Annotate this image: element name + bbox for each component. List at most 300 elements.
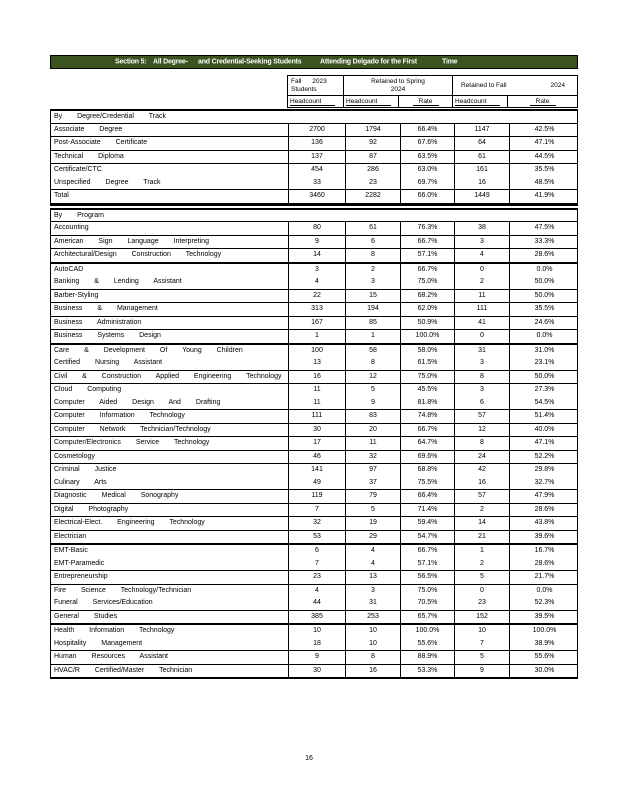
table-row [51, 222, 577, 236]
fall2024-rate-value: 40.0% [509, 424, 579, 437]
fall2024-rate-value: 41.9% [509, 190, 579, 203]
fall2024-rate-value: 39.6% [509, 531, 579, 544]
fall2024-headcount-value: 31 [454, 345, 509, 358]
section-rows [51, 222, 577, 677]
retained-fall-header [453, 75, 578, 96]
fall-headcount-value: 137 [288, 151, 345, 164]
fall2024-headcount-value: 10 [454, 625, 509, 638]
row-label: Business & Management [54, 305, 158, 312]
table-row [51, 384, 577, 397]
spring-headcount-value: 286 [345, 164, 400, 177]
section-title-bar [50, 55, 578, 69]
fall-headcount-value: 4 [288, 585, 345, 598]
fall2024-rate-value: 0.0% [509, 330, 579, 343]
spring-headcount-value: 253 [345, 611, 400, 624]
fall-headcount-value: 23 [288, 571, 345, 584]
fall2024-headcount-column-header: Headcount [453, 96, 508, 108]
spring-rate-value: 61.5% [400, 357, 454, 370]
section-degree-credential-track [50, 109, 578, 206]
table-row [51, 437, 577, 451]
title-segment: Attending Delgado for the First [320, 58, 417, 66]
row-label: EMT-Basic [54, 547, 88, 554]
row-label: Digital Photography [54, 505, 129, 513]
fall-headcount-value: 100 [288, 345, 345, 358]
spring-rate-value: 58.0% [400, 345, 454, 358]
table-header [287, 75, 578, 108]
row-label: Human Resources Assistant [54, 653, 168, 660]
fall2024-headcount-value: 161 [454, 164, 509, 177]
table-row [51, 290, 577, 304]
fall2024-headcount-value: 152 [454, 611, 509, 624]
fall-2023-students-header [287, 75, 344, 96]
table-row [51, 345, 577, 358]
table-row [51, 625, 577, 638]
spring-rate-value: 100.0% [400, 330, 454, 343]
fall-headcount-value: 30 [288, 665, 345, 678]
row-label: Cosmetology [54, 452, 95, 460]
table-row [51, 504, 577, 518]
fall-2023-line1: Fall 2023 [291, 78, 327, 85]
fall-headcount-value: 7 [288, 504, 345, 517]
fall2024-headcount-value: 0 [454, 330, 509, 343]
table-row [51, 464, 577, 477]
table-row [51, 276, 577, 290]
table-row [51, 531, 577, 546]
spring-rate-value: 68.8% [400, 464, 454, 477]
fall-headcount-value: 44 [288, 597, 345, 610]
table-row [51, 477, 577, 491]
fall-headcount-value: 2700 [288, 124, 345, 137]
page-number: 16 [305, 755, 313, 762]
spring-rate-value: 66.4% [400, 490, 454, 503]
spring-rate-value: 75.5% [400, 477, 454, 490]
spring-headcount-value: 9 [345, 397, 400, 410]
row-label: Certified Nursing Assistant [54, 359, 163, 366]
row-label: HVAC/R Certified/Master Technician [54, 666, 193, 674]
table-row [51, 585, 577, 598]
spring-rate-value: 53.3% [400, 665, 454, 678]
fall-headcount-value: 14 [288, 249, 345, 262]
retention-table [50, 75, 578, 679]
section-rows [51, 124, 577, 203]
fall2024-rate-value: 33.3% [509, 236, 579, 249]
section-by-program [50, 208, 578, 680]
spring-headcount-value: 3 [345, 585, 400, 598]
row-label: Architectural/Design Construction Technology [54, 251, 222, 258]
spring-headcount-value: 29 [345, 531, 400, 544]
row-label: Cloud Computing [54, 386, 122, 393]
section-label: By Degree/Credential Track [51, 111, 577, 124]
fall2024-rate-value: 50.0% [509, 371, 579, 384]
fall2024-headcount-value: 0 [454, 264, 509, 277]
table-row [51, 545, 577, 558]
fall2024-rate-value: 31.0% [509, 345, 579, 358]
spring-rate-value: 57.1% [400, 558, 454, 571]
spring-rate-value: 75.0% [400, 371, 454, 384]
spring-rate-value: 100.0% [400, 625, 454, 638]
spring-rate-value: 81.8% [400, 397, 454, 410]
spring-rate-value: 68.2% [400, 290, 454, 303]
retained-spring-year: 2024 [390, 86, 406, 93]
fall2024-headcount-value: 57 [454, 410, 509, 423]
spring-headcount-value: 1794 [345, 124, 400, 137]
fall2024-rate-value: 54.5% [509, 397, 579, 410]
fall-headcount-value: 313 [288, 303, 345, 316]
fall-headcount-value: 80 [288, 222, 345, 235]
table-row [51, 164, 577, 177]
retained-fall-label: Retained to Fall [461, 82, 507, 89]
spring-headcount-value: 92 [345, 137, 400, 150]
fall-headcount-value: 385 [288, 611, 345, 624]
spring-rate-value: 88.9% [400, 651, 454, 664]
spring-rate-column-header: Rate [399, 96, 453, 108]
fall2024-rate-value: 100.0% [509, 625, 579, 638]
fall2024-rate-value: 30.0% [509, 665, 579, 678]
spring-headcount-value: 5 [345, 384, 400, 397]
fall-headcount-value: 53 [288, 531, 345, 544]
fall2024-headcount-value: 6 [454, 397, 509, 410]
spring-headcount-value: 83 [345, 410, 400, 423]
spring-rate-value: 74.8% [400, 410, 454, 423]
fall-headcount-value: 136 [288, 137, 345, 150]
row-label: Entrepreneurship [54, 573, 108, 580]
fall2024-rate-value: 28.6% [509, 504, 579, 517]
row-label: Computer/Electronics Service Technology [54, 439, 210, 446]
fall-headcount-value: 30 [288, 424, 345, 437]
table-row [51, 137, 577, 151]
spring-rate-value: 66.7% [400, 424, 454, 437]
spring-headcount-value: 2282 [345, 190, 400, 203]
fall-2023-line2: Students [291, 86, 317, 93]
spring-headcount-value: 4 [345, 558, 400, 571]
table-row [51, 611, 577, 626]
row-label: Associate Degree [54, 125, 123, 133]
fall2024-headcount-value: 111 [454, 303, 509, 316]
spring-rate-value: 66.7% [400, 264, 454, 277]
fall2024-rate-value: 35.5% [509, 164, 579, 177]
fall2024-headcount-value: 57 [454, 490, 509, 503]
fall2024-headcount-value: 12 [454, 424, 509, 437]
row-label: Electrician [54, 532, 87, 540]
row-label: Business Administration [54, 318, 142, 326]
fall2024-rate-value: 50.0% [509, 276, 579, 289]
spring-rate-value: 70.5% [400, 597, 454, 610]
fall2024-rate-value: 48.5% [509, 177, 579, 190]
table-row [51, 558, 577, 572]
table-row [51, 264, 577, 277]
spring-headcount-value: 4 [345, 545, 400, 558]
fall-headcount-value: 141 [288, 464, 345, 477]
fall2024-headcount-value: 16 [454, 477, 509, 490]
spring-headcount-value: 20 [345, 424, 400, 437]
fall2024-rate-value: 47.1% [509, 437, 579, 450]
row-label: Criminal Justice [54, 466, 117, 473]
spring-headcount-value: 5 [345, 504, 400, 517]
retained-spring-line1: Retained to Spring [371, 78, 425, 85]
fall2024-rate-value: 16.7% [509, 545, 579, 558]
spring-rate-value: 66.0% [400, 190, 454, 203]
fall-headcount-value: 17 [288, 437, 345, 450]
table-row [51, 451, 577, 465]
fall2024-headcount-value: 1147 [454, 124, 509, 137]
table-row [51, 638, 577, 652]
spring-headcount-value: 79 [345, 490, 400, 503]
fall2024-headcount-value: 1449 [454, 190, 509, 203]
fall-headcount-value: 11 [288, 397, 345, 410]
row-label: Funeral Services/Education [54, 599, 153, 606]
row-label: Diagnostic Medical Sonography [54, 492, 179, 499]
fall-headcount-value: 3 [288, 264, 345, 277]
spring-rate-value: 63.0% [400, 164, 454, 177]
fall2024-rate-value: 28.6% [509, 558, 579, 571]
fall2024-rate-value: 39.5% [509, 611, 579, 624]
row-label: Civil & Construction Applied Engineering Technology [54, 372, 282, 380]
table-row [51, 189, 577, 203]
fall2024-rate-value: 23.1% [509, 357, 579, 370]
table-row [51, 490, 577, 504]
fall2024-headcount-value: 64 [454, 137, 509, 150]
fall-headcount-value: 4 [288, 276, 345, 289]
table-row [51, 151, 577, 165]
title-segment: Time [442, 58, 458, 66]
fall2024-headcount-value: 23 [454, 597, 509, 610]
row-label: Technical Diploma [54, 152, 124, 160]
fall2024-rate-value: 52.2% [509, 451, 579, 464]
title-segment: Section 5: [115, 58, 147, 66]
fall2024-headcount-value: 1 [454, 545, 509, 558]
table-row [51, 303, 577, 317]
fall2024-headcount-value: 2 [454, 504, 509, 517]
spring-headcount-value: 37 [345, 477, 400, 490]
spring-rate-value: 76.3% [400, 222, 454, 235]
spring-rate-value: 66.4% [400, 124, 454, 137]
row-label: Hospitality Management [54, 639, 143, 647]
row-label: Computer Network Technician/Technology [54, 425, 211, 433]
spring-rate-value: 55.6% [400, 638, 454, 651]
fall2024-headcount-value: 14 [454, 517, 509, 530]
fall2024-rate-value: 24.6% [509, 317, 579, 330]
spring-headcount-value: 11 [345, 437, 400, 450]
fall2024-rate-value: 32.7% [509, 477, 579, 490]
fall2024-rate-value: 51.4% [509, 410, 579, 423]
spring-rate-value: 69.6% [400, 451, 454, 464]
fall2024-headcount-value: 2 [454, 558, 509, 571]
row-label: Computer Information Technology [54, 412, 185, 419]
fall-headcount-column-header: Headcount [287, 96, 344, 108]
table-row [51, 410, 577, 424]
table-row [51, 236, 577, 250]
fall2024-rate-value: 38.9% [509, 638, 579, 651]
row-label: Health Information Technology [54, 627, 175, 634]
spring-headcount-value: 1 [345, 330, 400, 343]
spring-headcount-value: 19 [345, 517, 400, 530]
table-row [51, 424, 577, 438]
table-row [51, 665, 577, 678]
row-label: Accounting [54, 224, 89, 231]
retained-spring-header [344, 75, 453, 96]
table-row [51, 177, 577, 190]
spring-headcount-value: 6 [345, 236, 400, 249]
row-label: General Studies [54, 612, 118, 620]
spring-headcount-value: 2 [345, 264, 400, 277]
fall2024-rate-value: 27.3% [509, 384, 579, 397]
fall-headcount-value: 7 [288, 558, 345, 571]
fall2024-headcount-value: 9 [454, 665, 509, 678]
spring-rate-value: 56.5% [400, 571, 454, 584]
fall2024-rate-column-header: Rate [508, 96, 578, 108]
spring-rate-value: 45.5% [400, 384, 454, 397]
spring-headcount-value: 8 [345, 249, 400, 262]
fall2024-rate-value: 21.7% [509, 571, 579, 584]
fall-headcount-value: 49 [288, 477, 345, 490]
spring-headcount-value: 3 [345, 276, 400, 289]
fall2024-rate-value: 47.1% [509, 137, 579, 150]
spring-headcount-value: 31 [345, 597, 400, 610]
fall-headcount-value: 11 [288, 384, 345, 397]
spring-rate-value: 65.7% [400, 611, 454, 624]
spring-headcount-value: 13 [345, 571, 400, 584]
table-row [51, 357, 577, 371]
spring-headcount-value: 85 [345, 317, 400, 330]
fall2024-headcount-value: 38 [454, 222, 509, 235]
fall-headcount-value: 33 [288, 177, 345, 190]
fall2024-headcount-value: 5 [454, 571, 509, 584]
row-label: Business Systems Design [54, 332, 161, 339]
spring-headcount-value: 58 [345, 345, 400, 358]
fall2024-rate-value: 42.5% [509, 124, 579, 137]
fall2024-rate-value: 55.6% [509, 651, 579, 664]
section-label: By Program [51, 210, 577, 223]
fall2024-rate-value: 29.8% [509, 464, 579, 477]
title-segment: and Credential-Seeking Students [198, 58, 302, 66]
fall2024-headcount-value: 21 [454, 531, 509, 544]
spring-rate-value: 50.9% [400, 317, 454, 330]
fall2024-rate-value: 47.5% [509, 222, 579, 235]
table-row [51, 517, 577, 531]
fall2024-rate-value: 0.0% [509, 264, 579, 277]
spring-headcount-value: 8 [345, 651, 400, 664]
row-label: Electrical-Elect. Engineering Technology [54, 519, 205, 526]
fall-headcount-value: 46 [288, 451, 345, 464]
fall-headcount-value: 454 [288, 164, 345, 177]
table-row [51, 317, 577, 331]
spring-headcount-value: 97 [345, 464, 400, 477]
spring-headcount-value: 61 [345, 222, 400, 235]
fall-headcount-value: 119 [288, 490, 345, 503]
row-label: Computer Aided Design And Drafting [54, 398, 221, 406]
row-label: Unspecified Degree Track [54, 178, 161, 186]
fall-headcount-value: 32 [288, 517, 345, 530]
spring-rate-value: 63.5% [400, 151, 454, 164]
table-row [51, 124, 577, 138]
fall2024-headcount-value: 16 [454, 177, 509, 190]
table-row [51, 597, 577, 611]
spring-headcount-value: 87 [345, 151, 400, 164]
table-row [51, 397, 577, 411]
row-label: Total [54, 192, 69, 199]
row-label: Care & Development Of Young Children [54, 346, 243, 354]
fall-headcount-value: 13 [288, 357, 345, 370]
fall2024-rate-value: 43.8% [509, 517, 579, 530]
fall2024-headcount-value: 0 [454, 585, 509, 598]
spring-headcount-value: 194 [345, 303, 400, 316]
spring-headcount-value: 8 [345, 357, 400, 370]
fall-headcount-value: 3460 [288, 190, 345, 203]
row-label: Barber-Styling [54, 291, 99, 299]
spring-rate-value: 66.7% [400, 545, 454, 558]
title-segment: All Degree- [153, 58, 188, 66]
spring-headcount-value: 23 [345, 177, 400, 190]
fall2024-headcount-value: 3 [454, 384, 509, 397]
spring-rate-value: 57.1% [400, 249, 454, 262]
fall2024-headcount-value: 11 [454, 290, 509, 303]
spring-headcount-value: 10 [345, 625, 400, 638]
row-label: Culinary Arts [54, 478, 107, 486]
spring-headcount-value: 16 [345, 665, 400, 678]
table-row [51, 249, 577, 264]
table-row [51, 330, 577, 345]
fall2024-rate-value: 44.5% [509, 151, 579, 164]
fall-headcount-value: 167 [288, 317, 345, 330]
spring-headcount-column-header: Headcount [344, 96, 399, 108]
fall2024-headcount-value: 7 [454, 638, 509, 651]
retained-fall-year: 2024 [550, 82, 565, 89]
fall-headcount-value: 10 [288, 625, 345, 638]
fall2024-rate-value: 52.3% [509, 597, 579, 610]
fall-headcount-value: 111 [288, 410, 345, 423]
row-label: Banking & Lending Assistant [54, 278, 182, 285]
table-row [51, 371, 577, 385]
row-label: American Sign Language Interpreting [54, 237, 209, 245]
row-label: EMT-Paramedic [54, 559, 105, 567]
fall2024-headcount-value: 2 [454, 276, 509, 289]
fall2024-headcount-value: 42 [454, 464, 509, 477]
fall-headcount-value: 22 [288, 290, 345, 303]
table-row [51, 571, 577, 585]
spring-rate-value: 59.4% [400, 517, 454, 530]
spring-rate-value: 71.4% [400, 504, 454, 517]
fall-headcount-value: 9 [288, 651, 345, 664]
spring-rate-value: 66.7% [400, 236, 454, 249]
fall2024-headcount-value: 4 [454, 249, 509, 262]
row-label: AutoCAD [54, 265, 84, 273]
fall2024-headcount-value: 61 [454, 151, 509, 164]
spring-rate-value: 54.7% [400, 531, 454, 544]
spring-headcount-value: 15 [345, 290, 400, 303]
fall-headcount-value: 9 [288, 236, 345, 249]
spring-rate-value: 75.0% [400, 585, 454, 598]
row-label: Fire Science Technology/Technician [54, 586, 192, 594]
table-row [51, 651, 577, 665]
spring-rate-value: 69.7% [400, 177, 454, 190]
fall2024-headcount-value: 41 [454, 317, 509, 330]
spring-rate-value: 62.0% [400, 303, 454, 316]
fall2024-headcount-value: 3 [454, 236, 509, 249]
spring-headcount-value: 32 [345, 451, 400, 464]
fall2024-rate-value: 28.6% [509, 249, 579, 262]
spring-rate-value: 64.7% [400, 437, 454, 450]
fall2024-headcount-value: 24 [454, 451, 509, 464]
fall2024-headcount-value: 8 [454, 437, 509, 450]
fall2024-headcount-value: 3 [454, 357, 509, 370]
fall2024-headcount-value: 8 [454, 371, 509, 384]
fall2024-rate-value: 35.5% [509, 303, 579, 316]
spring-headcount-value: 12 [345, 371, 400, 384]
row-label: Post-Associate Certificate [54, 139, 148, 146]
fall-headcount-value: 16 [288, 371, 345, 384]
row-label: Certificate/CTC [54, 166, 102, 173]
fall-headcount-value: 6 [288, 545, 345, 558]
